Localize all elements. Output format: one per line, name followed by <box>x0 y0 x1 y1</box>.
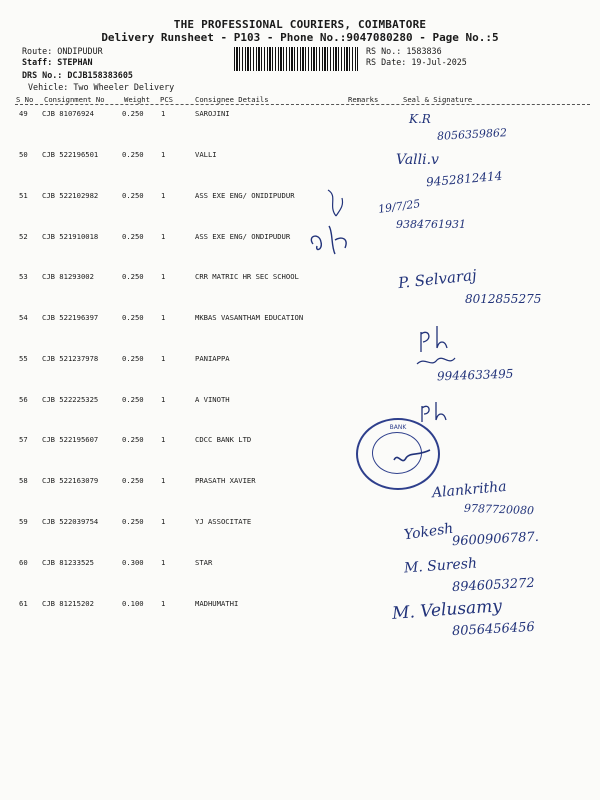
header-rule <box>15 104 590 105</box>
row-weight: 0.100 <box>122 599 144 608</box>
signature-phone: 8012855275 <box>465 292 542 306</box>
row-sno: 53 <box>19 272 28 281</box>
row-weight: 0.250 <box>122 476 144 485</box>
signature-text: M. Suresh <box>403 555 478 577</box>
signature-date: 19/7/25 <box>377 197 422 216</box>
col-consignment: Consignment No <box>44 95 105 104</box>
row-consignee: SAROJINI <box>195 109 230 118</box>
row-consignment: CJB 522225325 <box>42 395 99 404</box>
table-row <box>0 313 600 327</box>
initials-scribble <box>418 400 454 424</box>
row-weight: 0.250 <box>122 354 144 363</box>
signature-phone: 9452812414 <box>425 168 503 190</box>
row-consignee: PRASATH XAVIER <box>195 476 256 485</box>
row-consignee: CDCC BANK LTD <box>195 435 252 444</box>
col-pcs: PCS <box>160 95 173 104</box>
stamp-text: BANK <box>389 424 407 431</box>
row-consignment: CJB 522196397 <box>42 313 99 322</box>
row-consignment: CJB 521237978 <box>42 354 99 363</box>
col-remarks: Remarks <box>348 95 379 104</box>
row-pcs: 1 <box>161 109 166 118</box>
initials-scribble <box>305 218 355 260</box>
row-sno: 59 <box>19 517 28 526</box>
barcode <box>234 47 358 71</box>
row-weight: 0.250 <box>122 232 144 241</box>
row-consignment: CJB 522195607 <box>42 435 99 444</box>
row-sno: 49 <box>19 109 28 118</box>
row-pcs: 1 <box>161 150 166 159</box>
row-consignment: CJB 522196501 <box>42 150 99 159</box>
table-row <box>0 517 600 531</box>
row-pcs: 1 <box>161 191 166 200</box>
col-weight: Weight <box>124 95 150 104</box>
company-title: THE PROFESSIONAL COURIERS, COIMBATORE <box>173 18 427 31</box>
signature-text: Valli.v <box>396 152 439 168</box>
seal-signature-mark <box>392 446 432 470</box>
row-pcs: 1 <box>161 435 166 444</box>
runsheet-subtitle: Delivery Runsheet - P103 - Phone No.:9047080280 - Page No.:5 <box>101 31 499 44</box>
signature-phone: 8056456456 <box>451 619 536 640</box>
signature-phone: 9787720080 <box>463 501 535 518</box>
signature-phone: 9600906787. <box>451 529 540 550</box>
row-consignment: CJB 522163079 <box>42 476 99 485</box>
row-weight: 0.250 <box>122 109 144 118</box>
table-row <box>0 435 600 449</box>
row-consignee: MKBAS VASANTHAM EDUCATION <box>195 313 304 322</box>
row-consignee: MADHUMATHI <box>195 599 239 608</box>
row-consignment: CJB 522102982 <box>42 191 99 200</box>
col-seal-signature: Seal & Signature <box>403 95 473 104</box>
row-weight: 0.250 <box>122 150 144 159</box>
signature-phone: 9384761931 <box>396 218 466 231</box>
signature-phone: 8946053272 <box>451 575 536 596</box>
row-consignment: CJB 521910018 <box>42 232 99 241</box>
row-weight: 0.250 <box>122 395 144 404</box>
table-row <box>0 558 600 572</box>
table-row <box>0 232 600 246</box>
row-consignment: CJB 522039754 <box>42 517 99 526</box>
row-pcs: 1 <box>161 558 166 567</box>
row-consignee: ASS EXE ENG/ ONIDIPUDUR <box>195 191 295 200</box>
signature-text: P. Selvaraj <box>397 265 478 293</box>
row-weight: 0.250 <box>122 517 144 526</box>
col-consignee: Consignee Details <box>195 95 269 104</box>
row-weight: 0.250 <box>122 191 144 200</box>
row-consignment: CJB 81076924 <box>42 109 94 118</box>
row-sno: 61 <box>19 599 28 608</box>
initials-scribble <box>322 186 348 222</box>
row-consignee: PANIAPPA <box>195 354 230 363</box>
row-pcs: 1 <box>161 354 166 363</box>
table-row <box>0 272 600 286</box>
row-weight: 0.250 <box>122 272 144 281</box>
row-weight: 0.250 <box>122 313 144 322</box>
row-sno: 52 <box>19 232 28 241</box>
signature-text: Alankritha <box>431 478 508 502</box>
initials-scribble <box>415 322 475 372</box>
table-row <box>0 599 600 613</box>
signature-text: Yokesh <box>403 520 455 544</box>
row-consignment: CJB 81233525 <box>42 558 94 567</box>
row-pcs: 1 <box>161 272 166 281</box>
row-pcs: 1 <box>161 476 166 485</box>
table-row <box>0 476 600 490</box>
row-consignee: ASS EXE ENG/ ONDIPUDUR <box>195 232 291 241</box>
table-row <box>0 395 600 409</box>
rs-number: RS No.: 1583836 <box>366 46 442 56</box>
table-row <box>0 150 600 164</box>
row-pcs: 1 <box>161 395 166 404</box>
row-pcs: 1 <box>161 232 166 241</box>
row-consignee: STAR <box>195 558 213 567</box>
row-sno: 56 <box>19 395 28 404</box>
signature-text: M. Velusamy <box>391 596 503 624</box>
staff-label: Staff: STEPHAN <box>22 57 93 67</box>
row-consignee: CRR MATRIC HR SEC SCHOOL <box>195 272 299 281</box>
row-consignment: CJB 81293002 <box>42 272 94 281</box>
row-weight: 0.300 <box>122 558 144 567</box>
row-sno: 58 <box>19 476 28 485</box>
row-sno: 51 <box>19 191 28 200</box>
signature-phone: 9944633495 <box>436 366 514 384</box>
col-sno: S No <box>16 95 34 104</box>
row-consignee: A VINOTH <box>195 395 230 404</box>
signature-phone: 8056359862 <box>436 126 508 143</box>
row-pcs: 1 <box>161 599 166 608</box>
row-consignment: CJB 81215202 <box>42 599 94 608</box>
row-pcs: 1 <box>161 313 166 322</box>
signature-text: K.R <box>409 112 431 126</box>
row-pcs: 1 <box>161 517 166 526</box>
row-sno: 60 <box>19 558 28 567</box>
table-row <box>0 109 600 123</box>
row-sno: 57 <box>19 435 28 444</box>
row-weight: 0.250 <box>122 435 144 444</box>
row-sno: 54 <box>19 313 28 322</box>
bank-seal-stamp <box>356 418 440 490</box>
drs-number: DRS No.: DCJB158383605 <box>22 70 133 80</box>
vehicle-label: Vehicle: Two Wheeler Delivery <box>28 82 175 92</box>
route-label: Route: ONDIPUDUR <box>22 46 103 56</box>
row-consignee: YJ ASSOCITATE <box>195 517 252 526</box>
rs-date: RS Date: 19-Jul-2025 <box>366 57 467 67</box>
row-sno: 55 <box>19 354 28 363</box>
row-consignee: VALLI <box>195 150 217 159</box>
row-sno: 50 <box>19 150 28 159</box>
table-row <box>0 191 600 205</box>
